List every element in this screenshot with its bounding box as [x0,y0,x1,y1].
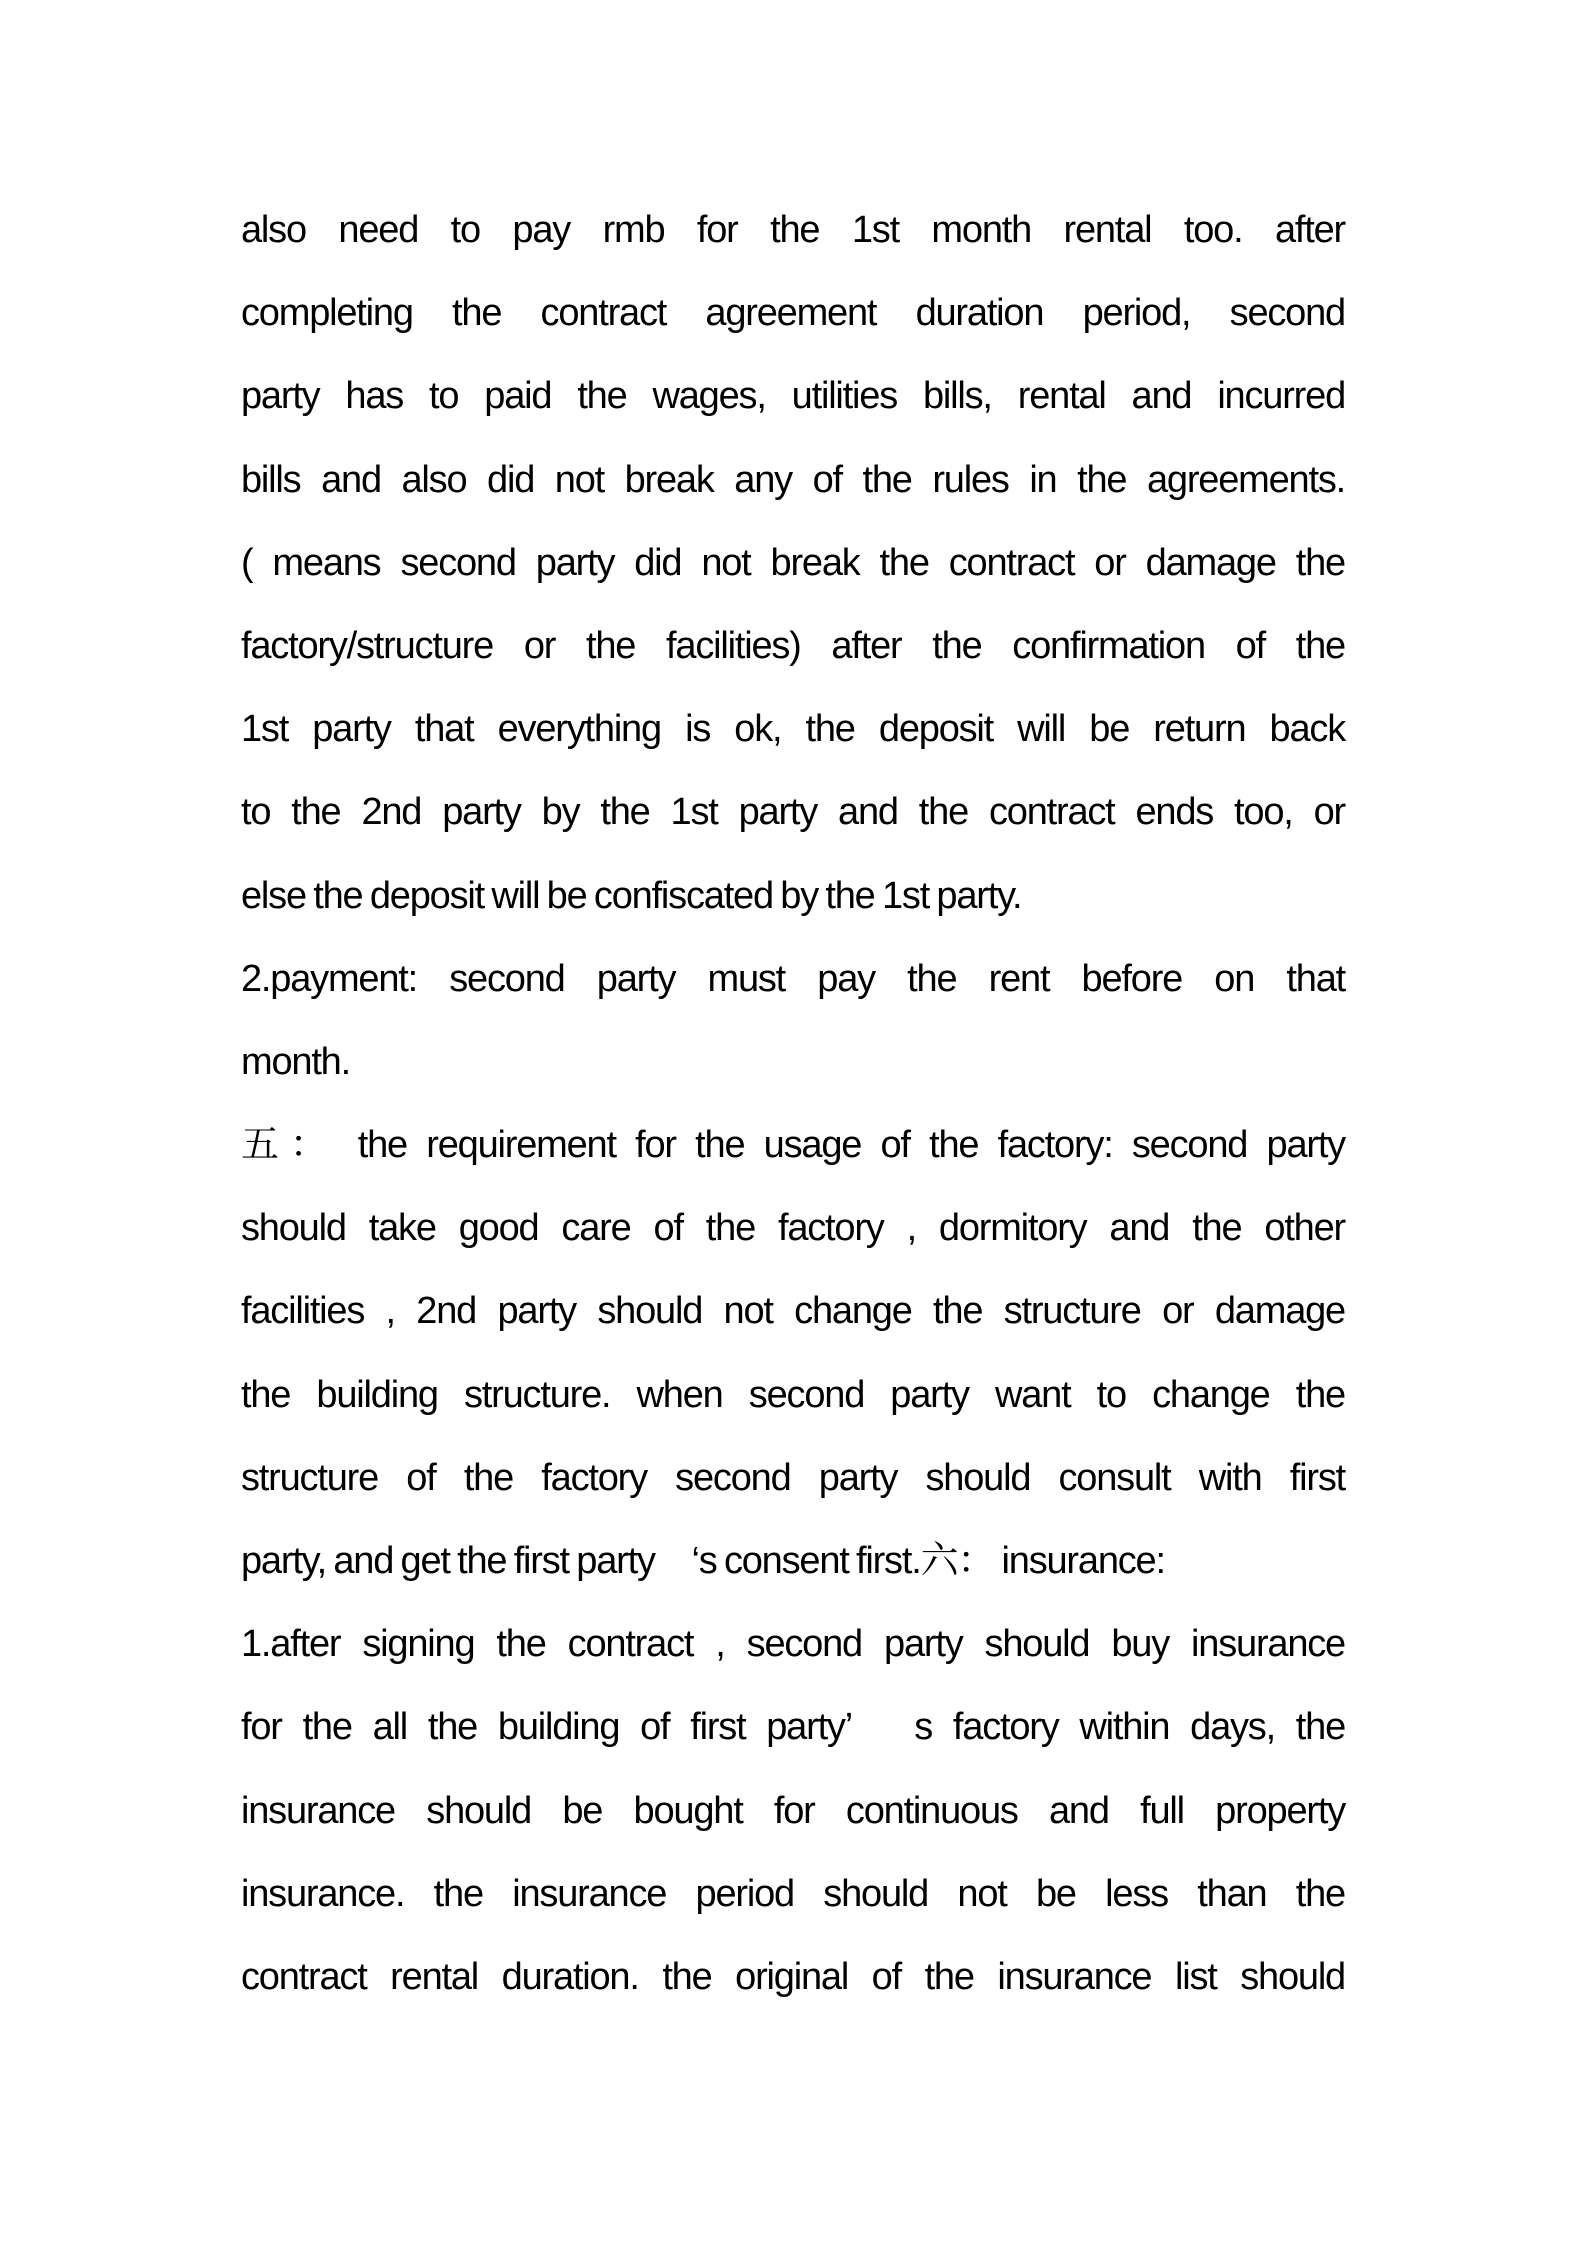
text-line [241,1032,1345,1115]
text-line-content: party has to paid the wages, utilities bills, rental and incurred [241,375,1345,418]
text-line-content: 五： the requirement for the usage of the factory: second party [241,1124,1345,1167]
text-line [241,1781,1345,1864]
text-line [241,699,1345,782]
text-line [241,1947,1345,2030]
text-line-content: factory/structure or the facilities) after the confirmation of the [241,624,1345,667]
text-line [241,1697,1345,1780]
text-line [241,616,1345,699]
text-line-content: facilities , 2nd party should not change the structure or damage [241,1290,1345,1333]
text-line-content: for the all the building of first party’ s factory within days, the [241,1706,1345,1749]
document-page [241,200,1345,2030]
text-line-content: bills and also did not break any of the rules in the agreements. [241,458,1345,501]
text-line [241,1198,1345,1281]
text-line-content: insurance. the insurance period should not be less than the [241,1872,1345,1915]
text-line [241,1365,1345,1448]
text-line [241,1281,1345,1364]
text-line-content: 1st party that everything is ok, the deposit will be return back [241,708,1345,751]
text-line [241,200,1345,283]
text-line-content: structure of the factory second party should consult with first [241,1456,1345,1499]
text-line-content: also need to pay rmb for the 1st month rental too. after [241,209,1345,251]
text-line [241,782,1345,865]
text-line-content: party, and get the first party ‘s consent first.六： insurance: [241,1540,1165,1582]
text-line-content: insurance should be bought for continuous and full property [241,1789,1345,1832]
text-line-content: to the 2nd party by the 1st party and the contract ends too, or [241,791,1345,834]
text-line-content: month. [241,1040,350,1083]
text-line-content: 1.after signing the contract , second party should buy insurance [241,1623,1345,1666]
text-line-content: 2.payment: second party must pay the rent before on that [241,957,1345,1000]
text-line [241,283,1345,366]
text-line [241,949,1345,1032]
text-line [241,533,1345,616]
text-line [241,366,1345,449]
text-line-content: ( means second party did not break the contract or damage the [241,541,1345,584]
text-line-content: should take good care of the factory , dormitory and the other [241,1207,1345,1250]
text-line-content: else the deposit will be confiscated by the 1st party. [241,874,1022,917]
section-heading-line [241,1115,1345,1198]
text-line [241,1614,1345,1697]
text-line-content: completing the contract agreement duration period, second [241,292,1345,335]
text-line [241,1448,1345,1531]
section-heading-line [241,1531,1345,1614]
text-line [241,1864,1345,1947]
text-line-content: the building structure. when second party want to change the [241,1373,1345,1416]
text-line [241,450,1345,533]
text-line-content: contract rental duration. the original of the insurance list should [241,1955,1345,1998]
text-line [241,866,1345,949]
